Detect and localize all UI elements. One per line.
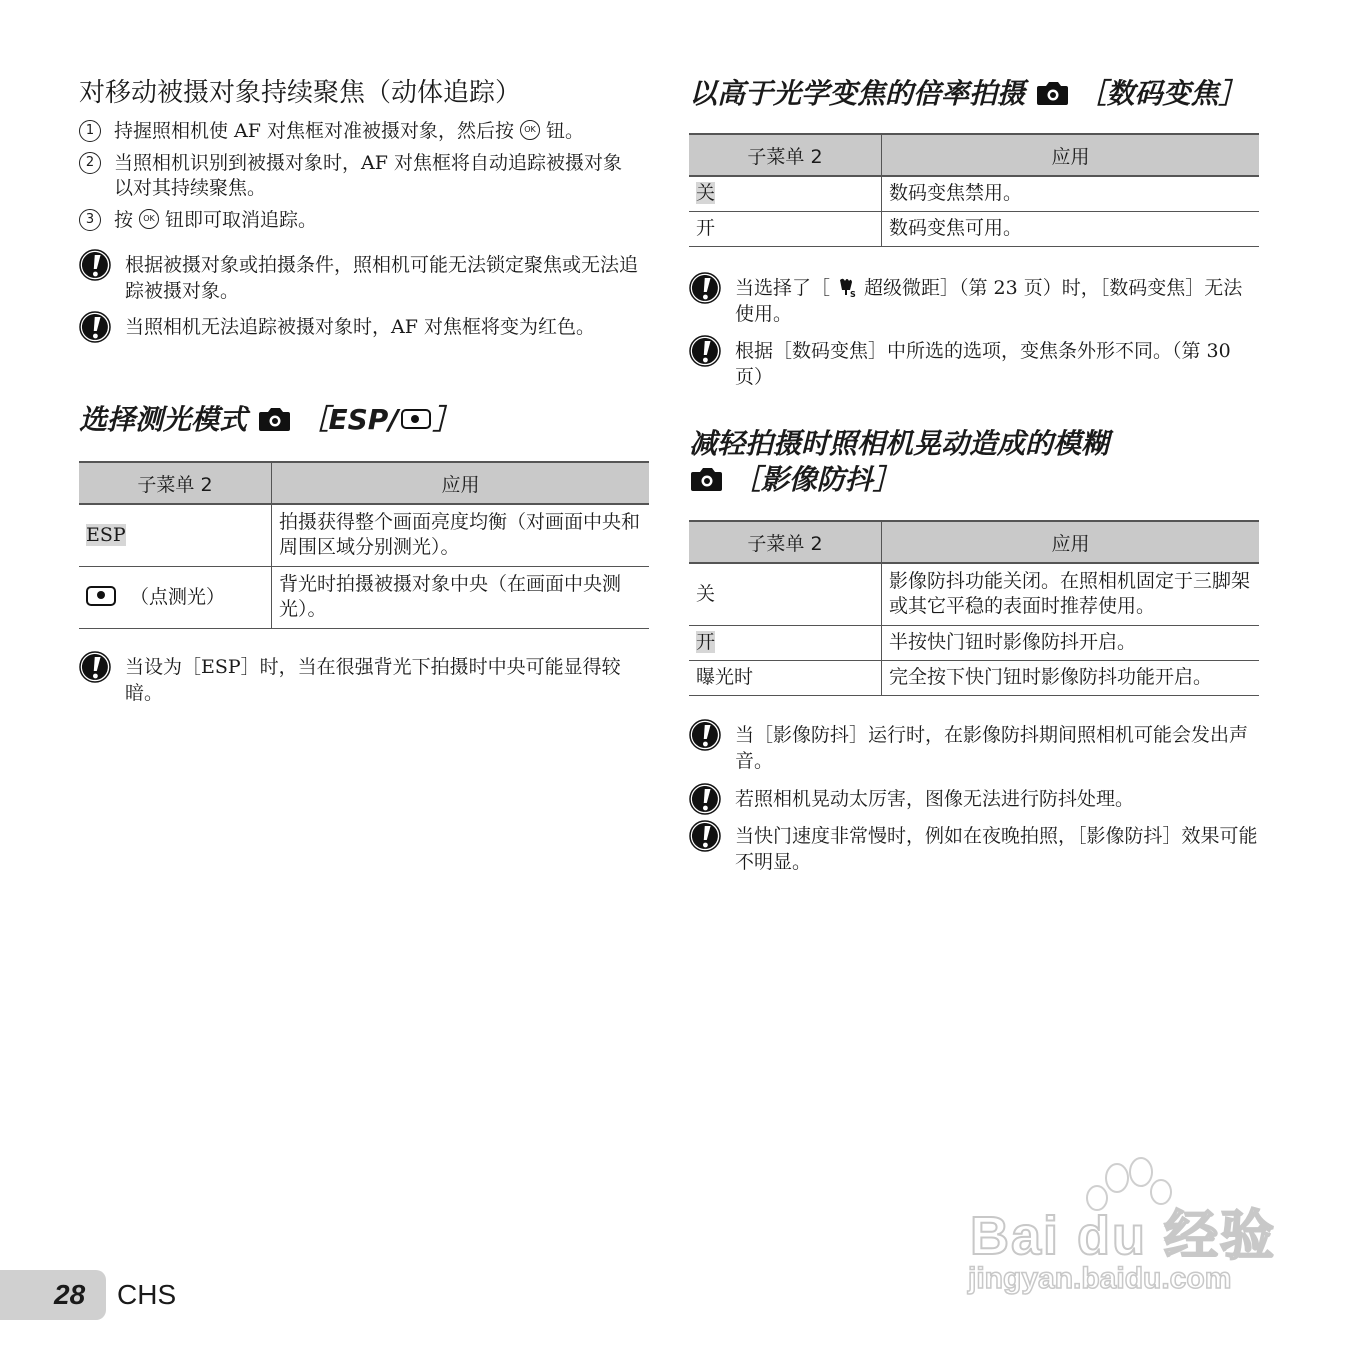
caution-icon [79, 311, 111, 343]
step-text: 持握照相机使 AF 对焦框对准被摄对象，然后按 [114, 120, 514, 142]
option-name: 开 [689, 211, 882, 246]
caution-icon [689, 335, 721, 367]
table-row [689, 176, 1259, 211]
title-text: 以高于光学变焦的倍率拍摄 [689, 77, 1026, 110]
step-number: 3 [79, 209, 101, 231]
title-text-close: ］ [432, 403, 461, 436]
caution-note [689, 722, 1259, 774]
section-title-image-stabilizer-line2 [689, 462, 901, 498]
step-text: 按 [114, 209, 134, 231]
step-text: 当照相机识别到被摄对象时，AF 对焦框将自动追踪被摄对象以对其持续聚焦。 [114, 152, 622, 199]
caution-icon [689, 272, 721, 304]
column-header: 子菜单 2 [689, 134, 882, 176]
note-text: 当快门速度非常慢时，例如在夜晚拍照，［影像防抖］效果可能不明显。 [735, 825, 1258, 873]
option-description: 数码变焦禁用。 [882, 176, 1260, 211]
column-header: 子菜单 2 [79, 462, 272, 504]
caution-note [79, 654, 649, 706]
option-description: 背光时拍摄被摄对象中央（在画面中央测光）。 [272, 566, 650, 628]
option-name: 关 [696, 182, 716, 205]
svg-text:S: S [850, 290, 856, 298]
caution-note [689, 823, 1259, 875]
digital-zoom-table [689, 133, 1259, 247]
option-description: 数码变焦可用。 [882, 211, 1260, 246]
camera-icon [257, 406, 291, 432]
section-title-subject-tracking: 对移动被摄对象持续聚焦（动体追踪） [79, 78, 522, 108]
title-text-bracket: ［数码变焦］ [1078, 77, 1247, 110]
page-number-tab [0, 1270, 106, 1320]
caution-note [79, 252, 649, 304]
note-text-end: 超级微距］（第 23 页）时，［数码变焦］无法使用。 [735, 277, 1243, 325]
caution-icon [79, 651, 111, 683]
table-row [689, 660, 1259, 695]
step-1 [79, 119, 649, 144]
option-description: 半按快门钮时影像防抖开启。 [882, 625, 1260, 660]
note-text: 当选择了［ [735, 277, 831, 299]
table-row [79, 504, 649, 566]
title-text-bracket: ［ESP/ [300, 403, 399, 436]
watermark-url: jingyan.baidu.com [968, 1262, 1232, 1295]
step-number: 2 [79, 152, 101, 174]
column-header: 子菜单 2 [689, 521, 882, 563]
caution-icon [689, 783, 721, 815]
caution-note [689, 786, 1259, 815]
note-text: 根据［数码变焦］中所选的选项，变焦条外形不同。（第 30 页） [735, 340, 1231, 388]
option-name: 开 [696, 631, 716, 653]
note-text: 若照相机晃动太厉害，图像无法进行防抖处理。 [735, 788, 1135, 810]
ok-button-icon: OK [139, 209, 159, 229]
note-text: 当照相机无法追踪被摄对象时，AF 对焦框将变为红色。 [125, 316, 595, 338]
step-text-end: 钮即可取消追踪。 [165, 209, 318, 231]
table-row [689, 211, 1259, 246]
spot-metering-icon [86, 586, 116, 606]
option-name: 曝光时 [689, 660, 882, 695]
note-text: 当［影像防抖］运行时，在影像防抖期间照相机可能会发出声音。 [735, 724, 1249, 772]
camera-icon [1035, 80, 1069, 106]
option-name: ESP [86, 523, 126, 546]
option-description: 拍摄获得整个画面亮度均衡（对画面中央和周围区域分别测光）。 [272, 504, 650, 566]
caution-icon [689, 719, 721, 751]
step-number: 1 [79, 120, 101, 142]
title-text: 选择测光模式 [79, 403, 248, 436]
step-2 [79, 151, 649, 201]
caution-icon [689, 820, 721, 852]
ok-button-icon: OK [520, 120, 540, 140]
super-macro-icon [834, 276, 860, 298]
table-row [689, 563, 1259, 625]
caution-icon [79, 249, 111, 281]
option-description: 影像防抖功能关闭。在照相机固定于三脚架或其它平稳的表面时推荐使用。 [882, 563, 1260, 625]
column-header: 应用 [272, 462, 650, 504]
camera-icon [689, 466, 723, 492]
image-stabilizer-table [689, 520, 1259, 696]
table-row [79, 566, 649, 628]
caution-note [689, 275, 1259, 327]
watermark-brand: Bai du 经验 [970, 1206, 1277, 1266]
metering-table [79, 461, 649, 629]
option-name: 关 [689, 563, 882, 625]
step-3 [79, 208, 649, 233]
note-text: 当设为［ESP］时，当在很强背光下拍摄时中央可能显得较暗。 [125, 656, 621, 704]
option-name: （点测光） [130, 585, 226, 608]
title-text-bracket: ［影像防抖］ [732, 463, 901, 496]
section-title-digital-zoom [689, 76, 1247, 112]
caution-note [689, 338, 1259, 390]
column-header: 应用 [882, 521, 1260, 563]
page-number: 28 [54, 1279, 86, 1310]
step-text-end: 钮。 [546, 120, 585, 142]
column-header: 应用 [882, 134, 1260, 176]
option-description: 完全按下快门钮时影像防抖功能开启。 [882, 660, 1260, 695]
caution-note [79, 314, 649, 343]
spot-metering-icon [401, 409, 431, 429]
section-title-metering [79, 402, 461, 438]
section-title-image-stabilizer: 减轻拍摄时照相机晃动造成的模糊 [689, 427, 1110, 460]
table-row [689, 625, 1259, 660]
language-code: CHS [117, 1279, 177, 1310]
note-text: 根据被摄对象或拍摄条件，照相机可能无法锁定聚焦或无法追踪被摄对象。 [125, 254, 639, 302]
